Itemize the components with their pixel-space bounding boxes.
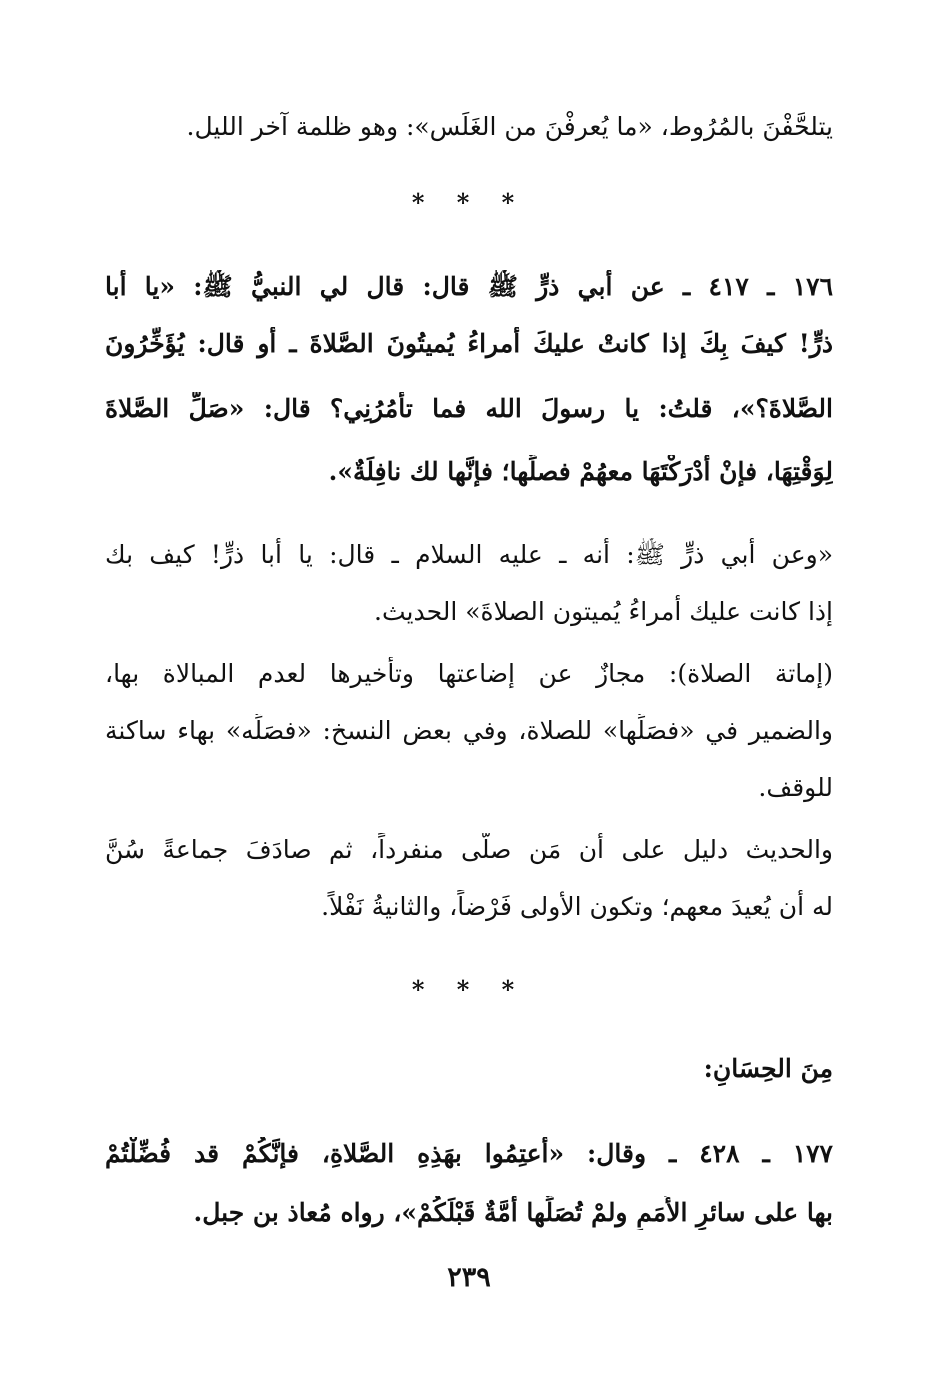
commentary-line-1: «وعن أبي ذرٍّ ﷺ: أنه ـ عليه السلام ـ قال: يا أبا ذرٍّ! كيف بك [105,540,833,569]
hadith-176-line-2: ذرٍّ! كيفَ بِكَ إذا كانتْ عليكَ أُمراءُ يُميتُونَ الصَّلاةَ ـ أو قال: يُؤَخِّرُونَ [105,329,833,358]
page-number: ٢٣٩ [447,1262,491,1293]
text-line-intro: يتلحَّفْنَ بالمُرُوط، «ما يُعرفْنَ من الغَلَس»: وهو ظلمة آخر الليل. [186,112,833,141]
section-divider-2: * * * [411,975,527,1004]
commentary-line-4: والضمير في «فصَلِّها» للصلاة، وفي بعض النسخ: «فصَلِّه» بهاء ساكنة [105,716,833,745]
section-divider: * * * [411,188,527,217]
hadith-176-line-4: لِوَقْتِهَا، فإنْ أَدْرَكْتَهَا معهُمْ فصلِّها؛ فإنَّها لك نافِلَةٌ». [328,457,833,486]
commentary-line-3: (إماتة الصلاة): مجازٌ عن إضاعتها وتأخيرها لعدم المبالاة بها، [105,659,833,688]
book-page [105,0,833,1376]
commentary-line-2: إذا كانت عليك أمراءُ يُميتون الصلاةَ» الحديث. [374,597,833,626]
hadith-176-line-1: ١٧٦ ـ ٤١٧ ـ عن أبي ذرٍّ ﷺ قال: قال لي النبيُّ ﷺ: «يا أبا [105,272,833,301]
hadith-177-line-2: بها على سائرِ الأُمَمِ ولمْ تُصَلِّها أُمَّةٌ قَبْلَكُمْ»، رواه مُعاذ بن جبل. [193,1198,833,1227]
commentary-line-5: للوقف. [758,773,833,802]
commentary-line-7: له أن يُعيدَ معهم؛ وتكون الأولى فَرْضاً، والثانيةُ نَفْلاً. [321,892,833,921]
hadith-177-line-1: ١٧٧ ـ ٤٢٨ ـ وقال: «أَعتِمُوا بهَذِهِ الصَّلاةِ، فإنَّكُمْ قد فُضِّلْتُمْ [105,1139,833,1168]
hadith-176-line-3: الصَّلاةَ؟»، قلتُ: يا رسولَ الله فما تأمُرُنِي؟ قال: «صَلِّ الصَّلاةَ [105,394,833,423]
section-heading: مِنَ الحِسَانِ: [703,1054,833,1083]
commentary-line-6: والحديث دليل على أن مَن صلَّى منفرداً، ثم صادَفَ جماعةً سُنَّ [105,835,833,864]
